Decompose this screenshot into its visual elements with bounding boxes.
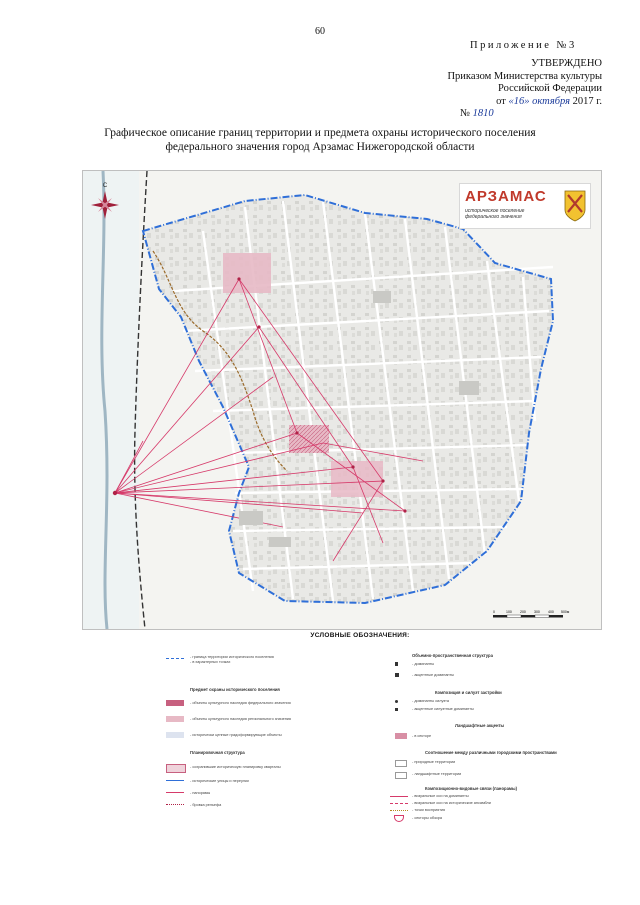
legend-relation-1: - ландшафтные территории: [412, 772, 462, 776]
coat-of-arms-icon: [564, 190, 586, 222]
legend-relation-heading: Соотношение между различными городскими пространствами: [425, 750, 557, 755]
legend-swatch-sectors: [394, 815, 404, 822]
scale-label-2: 200: [520, 610, 526, 614]
monument-zone-center: [289, 425, 329, 453]
legend-relation-0: - природные территории: [412, 760, 456, 764]
legend-subject-1: - объекты культурного наследия регионального значения: [190, 717, 291, 721]
legend-swatch-natural: [395, 760, 407, 767]
document-title: [60, 127, 580, 154]
legend-boundary-label: - граница территории исторического поселения: [190, 655, 274, 659]
legend-swatch-blocks: [166, 764, 186, 773]
scale-label-4: 400: [548, 610, 554, 614]
legend-visual-0: - визуальные оси на доминанты: [412, 794, 469, 798]
approval-date: [402, 96, 602, 109]
legend-subject-heading: Предмет охраны исторического поселения: [190, 687, 280, 692]
legend-swatch-terrain: [166, 804, 184, 805]
map-panel: [82, 170, 602, 630]
monument-zone-north: [223, 253, 271, 293]
legend-swatch-landscape: [395, 733, 407, 739]
monument-zone-south: [331, 461, 383, 497]
scale-label-5: 500м: [561, 610, 570, 614]
approval-ministry: Российской Федерации: [498, 83, 602, 94]
year: 2017 г.: [572, 95, 602, 107]
legend-swatch-panoramas: [166, 792, 184, 793]
title-line-1: Графическое описание границ территории и предмета охраны исторического поселения: [104, 127, 536, 139]
legend-boundary-sub: - в характерных точках: [190, 659, 231, 664]
logo-subtitle: [465, 208, 555, 220]
legend-boundary: [190, 655, 350, 664]
title-line-2: федерального значения город Арзамас Нижегородской области: [165, 140, 475, 153]
legend-boundary-swatch: [166, 658, 184, 659]
legend-swatch-landscape-territory: [395, 772, 407, 779]
legend-subject-2: - исторически ценные градоформирующие объекты: [190, 733, 282, 737]
scale-bar: [493, 610, 570, 618]
legend-visual-1: - визуальные оси на исторические ансамбли: [412, 801, 491, 805]
approved-label: УТВЕРЖДЕНО: [531, 58, 602, 69]
legend-planning-heading: Планировочная структура: [190, 750, 245, 755]
legend-swatch-accent-silhouette: [395, 708, 398, 711]
legend-visual-heading: Композиционно-видовые связи (панорамы): [425, 786, 517, 791]
legend-spatial-heading: Объемно-пространственная структура: [412, 653, 493, 658]
number-handwritten: 1810: [472, 108, 494, 119]
date-prefix: от: [496, 95, 506, 107]
legend-swatch-federal: [166, 700, 184, 706]
legend-swatch-axis-ensemble: [390, 803, 408, 804]
legend-planning-1: - исторические улицы и переулки: [190, 779, 249, 783]
approval-block: [402, 58, 602, 121]
page-number: 60: [315, 26, 325, 37]
logo-title: АРЗАМАС: [465, 188, 547, 205]
date-handwritten: «16» октября: [508, 95, 570, 107]
legend-swatch-streets: [166, 780, 184, 781]
legend-swatch-accent-dominant: [395, 673, 399, 677]
legend-composition-heading: Композиция и силуэт застройки: [435, 690, 502, 695]
appendix-label: Приложение №3: [470, 40, 577, 51]
legend-swatch-points: [390, 810, 408, 811]
legend-visual-2: - точки восприятия: [412, 808, 446, 812]
legend-heading: УСЛОВНЫЕ ОБОЗНАЧЕНИЯ:: [310, 632, 410, 639]
floodplain: [83, 171, 139, 629]
number-prefix: №: [460, 108, 471, 119]
legend-swatch-axis-dominant: [390, 796, 408, 797]
map-canvas: [83, 171, 601, 629]
scale-label-3: 300: [534, 610, 540, 614]
north-label: С: [102, 183, 108, 189]
approval-order: Приказом Министерства культуры: [447, 70, 602, 82]
legend-landscape-heading: Ландшафтные акценты: [455, 723, 505, 728]
legend-swatch-dominant: [395, 662, 398, 666]
scale-label-0: 0: [493, 610, 495, 614]
legend-subject-0: - объекты культурного наследия федерального значения: [190, 701, 291, 705]
logo-subtitle-2: федерального значения: [465, 214, 522, 220]
legend-swatch-regional: [166, 716, 184, 722]
legend-visual-3: - секторы обзора: [412, 816, 442, 820]
legend-spatial-0: - доминанты: [412, 662, 435, 666]
logo-subtitle-1: историческое поселение: [465, 208, 525, 214]
legend-spatial-1: - акцентные доминанты: [412, 673, 454, 677]
map-legend: [150, 632, 570, 852]
legend-swatch-valuable: [166, 732, 184, 738]
legend-planning-2: - панорамы: [190, 791, 211, 795]
legend-composition-1: - акцентные силуэтные доминанты: [412, 707, 474, 711]
legend-planning-3: - бровка рельефа: [190, 803, 222, 807]
legend-landscape-0: - в секторе: [412, 734, 432, 738]
scale-label-1: 100: [506, 610, 512, 614]
approval-number: [402, 108, 602, 121]
legend-swatch-silhouette: [395, 700, 398, 703]
map-logo: [459, 183, 591, 229]
legend-composition-0: - доминанты силуэта: [412, 699, 449, 703]
legend-planning-0: - сохранившие историческую планировку кварталы: [190, 765, 281, 769]
